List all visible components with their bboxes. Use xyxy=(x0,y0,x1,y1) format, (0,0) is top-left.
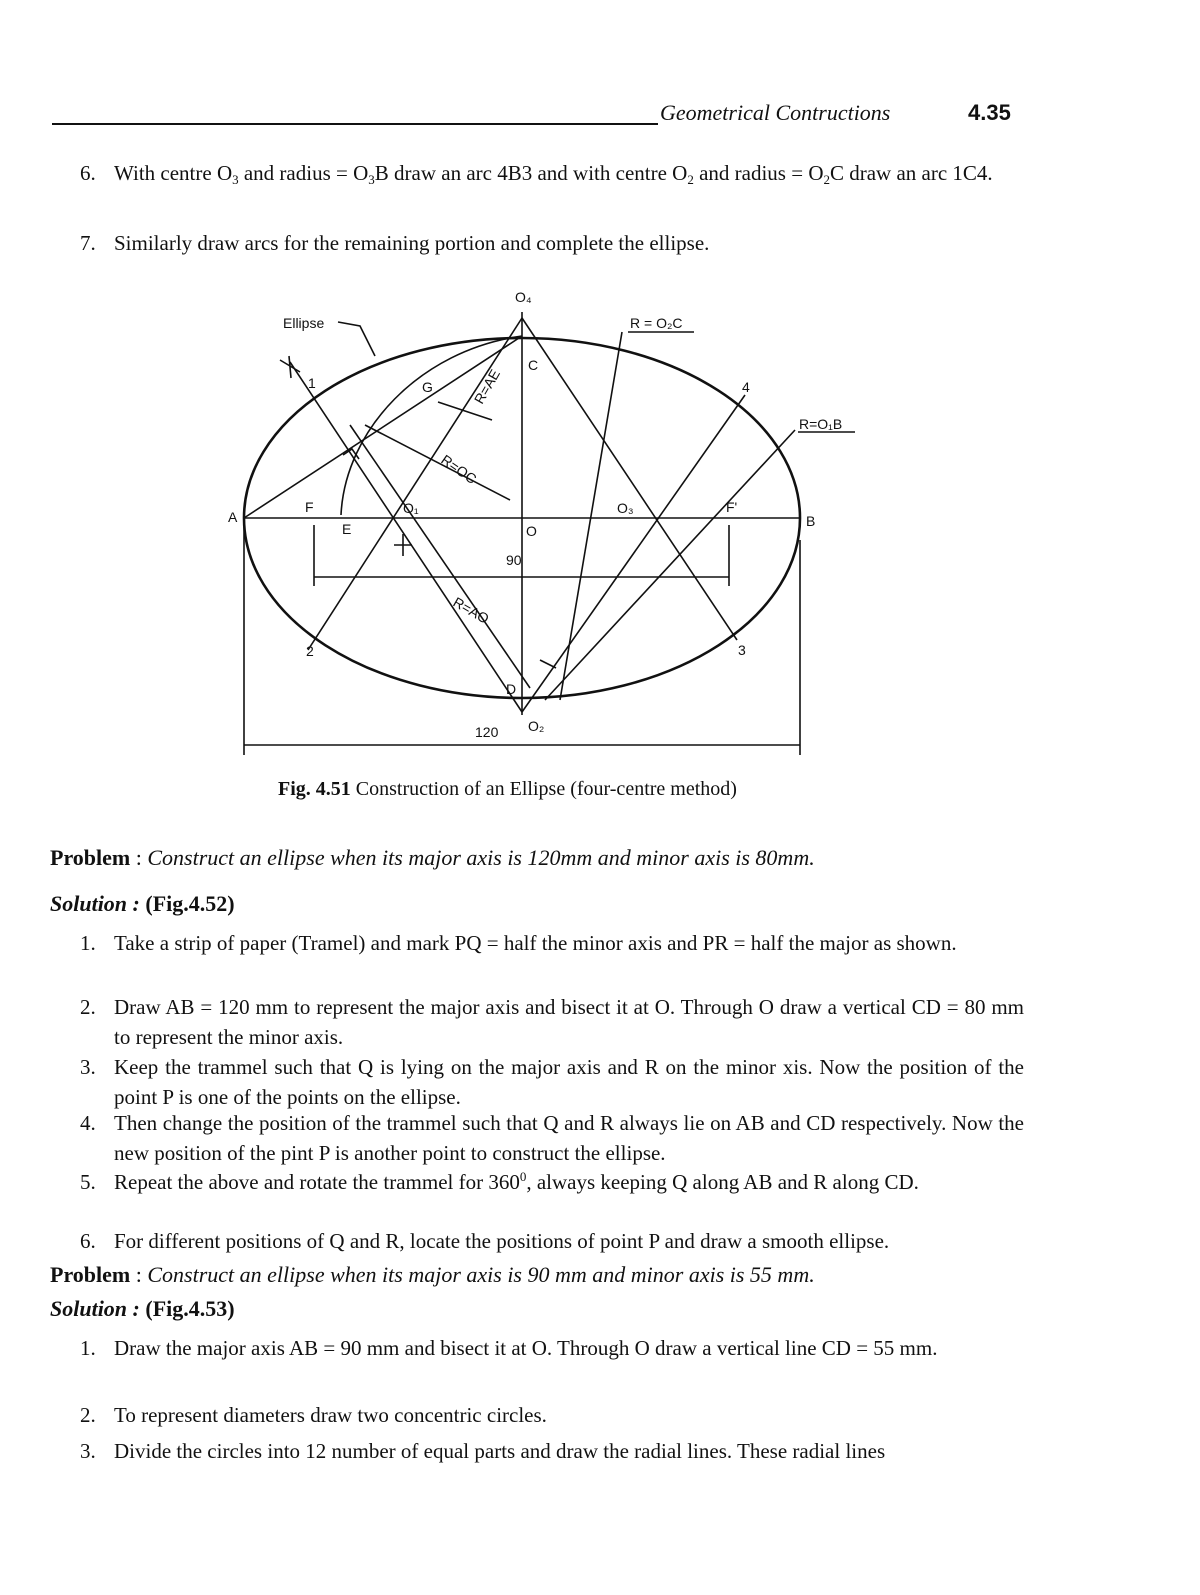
label-dim-90: 90 xyxy=(506,552,522,568)
solution-heading: Solution : (Fig.4.53) xyxy=(50,1296,235,1321)
label-o3: O₃ xyxy=(617,500,634,516)
figure-drawing xyxy=(215,285,895,765)
ellipse-pointer xyxy=(338,322,375,356)
problem-heading: Problem : Construct an ellipse when its major axis is 90 mm and minor axis is 55 mm. xyxy=(50,1262,815,1287)
label-c: C xyxy=(528,357,539,373)
construction-arc xyxy=(341,336,522,515)
step-text: With centre $O_3$ and radius = $O_3B$ draw an arc 4B3 and with centre $O_2$ and radius = $O_2C$ draw an arc 1C4. xyxy=(114,161,993,187)
header-rule xyxy=(52,123,658,125)
step-number: 6. xyxy=(80,161,96,185)
label-ellipse: Ellipse xyxy=(283,315,325,331)
label-r-oc: R=OC xyxy=(438,451,480,487)
label-r-ao: R=AO xyxy=(450,593,492,627)
page-number: 4.35 xyxy=(968,100,1011,125)
solution-heading: Solution : (Fig.4.52) xyxy=(50,891,235,916)
step-number: 7. xyxy=(80,231,96,255)
construction-line xyxy=(560,332,622,700)
label-e: E xyxy=(342,521,352,537)
construction-line xyxy=(522,395,745,712)
header-title: Geometrical Contructions xyxy=(660,100,891,125)
construction-line xyxy=(522,318,737,640)
label-b: B xyxy=(806,513,816,529)
label-g: G xyxy=(422,379,433,395)
label-r-o2c: R = O₂C xyxy=(630,315,683,331)
label-point-4: 4 xyxy=(742,379,750,395)
label-point-3: 3 xyxy=(738,642,746,658)
problem-heading: Problem : Construct an ellipse when its major axis is 120mm and minor axis is 80mm. xyxy=(50,845,815,870)
cross-mark xyxy=(289,356,291,378)
label-r-o1b: R=O₁B xyxy=(799,416,843,432)
construction-line xyxy=(365,425,510,500)
label-o: O xyxy=(526,523,537,539)
label-o2: O₂ xyxy=(528,718,545,734)
label-dim-120: 120 xyxy=(475,724,499,740)
label-f-prime: F' xyxy=(726,499,738,515)
label-f: F xyxy=(305,499,314,515)
label-r-ae: R=AE xyxy=(470,366,504,407)
label-point-1: 1 xyxy=(308,375,316,391)
construction-line xyxy=(290,362,522,712)
ellipse-construction-figure xyxy=(215,285,895,765)
label-a: A xyxy=(228,509,238,525)
figure-caption: Fig. 4.51 Construction of an Ellipse (four-centre method) xyxy=(278,778,737,800)
label-d: D xyxy=(506,681,517,697)
label-o1: O₁ xyxy=(403,500,419,516)
label-o4: O₄ xyxy=(515,289,532,305)
label-point-2: 2 xyxy=(306,643,314,659)
construction-line xyxy=(540,660,556,668)
step-text: Similarly draw arcs for the remaining portion and complete the ellipse. xyxy=(114,231,710,255)
